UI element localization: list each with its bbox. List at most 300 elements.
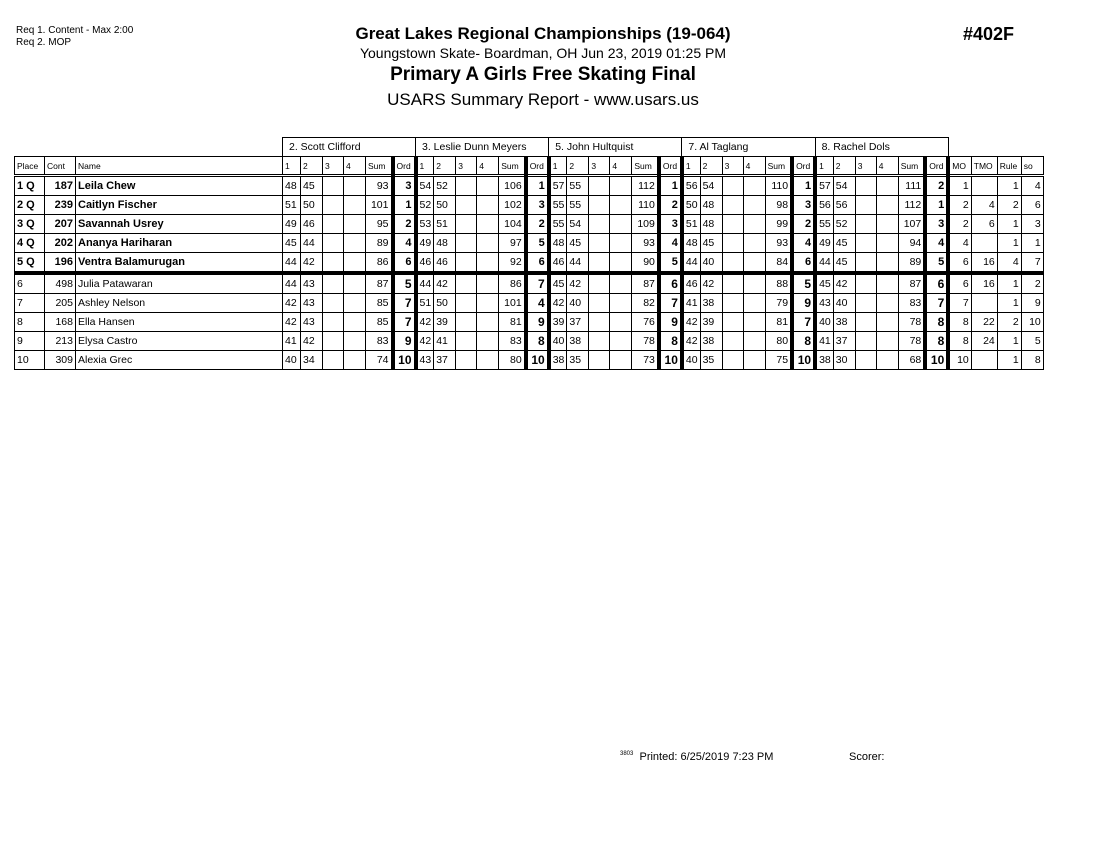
score: 42: [682, 313, 700, 332]
score: [610, 332, 632, 351]
rule: 1: [997, 294, 1021, 313]
col-judge-4: 4: [876, 157, 898, 176]
score: [855, 313, 876, 332]
col-cont: Cont: [45, 157, 76, 176]
score: [876, 313, 898, 332]
score: [477, 313, 499, 332]
col-judge-3: 3: [323, 157, 344, 176]
ordinal: 5: [925, 253, 948, 274]
score: [456, 196, 477, 215]
score: 41: [434, 332, 456, 351]
score: 46: [301, 215, 323, 234]
contestant-number: 309: [45, 351, 76, 370]
score: [589, 273, 610, 294]
score: [743, 332, 765, 351]
score: [589, 176, 610, 196]
score: [876, 215, 898, 234]
printed-info: [620, 751, 773, 763]
so: 2: [1021, 273, 1043, 294]
score: [722, 273, 743, 294]
mo: 7: [948, 294, 971, 313]
col-name: Name: [76, 157, 283, 176]
col-judge-3: 3: [456, 157, 477, 176]
col-judge-ord: Ord: [792, 157, 815, 176]
score-sum: 80: [499, 351, 526, 370]
skater-name: Ella Hansen: [76, 313, 283, 332]
col-place: Place: [15, 157, 45, 176]
score: [610, 294, 632, 313]
rule: 1: [997, 176, 1021, 196]
ordinal: 8: [526, 332, 549, 351]
score-sum: 94: [898, 234, 925, 253]
score: 44: [815, 253, 833, 274]
score: [722, 215, 743, 234]
mo: 6: [948, 273, 971, 294]
score: 42: [549, 294, 567, 313]
score: [743, 196, 765, 215]
score: 37: [434, 351, 456, 370]
score: [477, 176, 499, 196]
score: 52: [434, 176, 456, 196]
ordinal: 10: [526, 351, 549, 370]
score: 55: [567, 176, 589, 196]
judge-name: 7. Al Taglang: [682, 138, 815, 157]
score: [876, 234, 898, 253]
score: [456, 294, 477, 313]
score: 43: [301, 313, 323, 332]
ordinal: 1: [526, 176, 549, 196]
score: 42: [682, 332, 700, 351]
contestant-number: 239: [45, 196, 76, 215]
so: 1: [1021, 234, 1043, 253]
place: 5 Q: [15, 253, 45, 274]
score: 52: [833, 215, 855, 234]
score: [477, 234, 499, 253]
score: [589, 351, 610, 370]
score-sum: 93: [366, 176, 393, 196]
score: [323, 253, 344, 274]
score: [344, 253, 366, 274]
printed-date: Printed: 6/25/2019 7:23 PM: [639, 751, 774, 763]
score: [743, 273, 765, 294]
score-sum: 84: [765, 253, 792, 274]
score-sum: 112: [898, 196, 925, 215]
col-judge-ord: Ord: [659, 157, 682, 176]
table-row: [15, 196, 1044, 215]
rule: 1: [997, 234, 1021, 253]
event-number: #402F: [963, 24, 1015, 44]
skater-name: Ananya Hariharan: [76, 234, 283, 253]
score-sum: 90: [632, 253, 659, 274]
contestant-number: 213: [45, 332, 76, 351]
score: 45: [301, 176, 323, 196]
score: [722, 196, 743, 215]
score: 38: [815, 351, 833, 370]
so: 5: [1021, 332, 1043, 351]
col-judge-3: 3: [589, 157, 610, 176]
place: 1 Q: [15, 176, 45, 196]
score-sum: 83: [499, 332, 526, 351]
ordinal: 3: [526, 196, 549, 215]
score: [743, 176, 765, 196]
ordinal: 3: [792, 196, 815, 215]
col-judge-1: 1: [815, 157, 833, 176]
score: 55: [815, 215, 833, 234]
judge-header-row: [15, 138, 1044, 157]
score-sum: 76: [632, 313, 659, 332]
score: 48: [700, 215, 722, 234]
score-sum: 79: [765, 294, 792, 313]
ordinal: 3: [925, 215, 948, 234]
score: [477, 273, 499, 294]
tmo: 24: [971, 332, 997, 351]
score: [610, 273, 632, 294]
score: 39: [700, 313, 722, 332]
score-sum: 112: [632, 176, 659, 196]
score: [589, 215, 610, 234]
score: [477, 196, 499, 215]
mo: 6: [948, 253, 971, 274]
score: 40: [567, 294, 589, 313]
skater-name: Alexia Grec: [76, 351, 283, 370]
col-judge-2: 2: [833, 157, 855, 176]
place: 4 Q: [15, 234, 45, 253]
so: 8: [1021, 351, 1043, 370]
score: 50: [301, 196, 323, 215]
location-date: Youngstown Skate- Boardman, OH Jun 23, 2019 01:25 PM: [359, 45, 727, 61]
score: 57: [549, 176, 567, 196]
tmo: [971, 176, 997, 196]
table-row: [15, 234, 1044, 253]
score-sum: 88: [765, 273, 792, 294]
score-sum: 99: [765, 215, 792, 234]
score: 46: [416, 253, 434, 274]
rule: 4: [997, 253, 1021, 274]
score: 44: [567, 253, 589, 274]
score: 55: [549, 196, 567, 215]
score: 42: [416, 332, 434, 351]
score: [855, 351, 876, 370]
score: 42: [283, 313, 301, 332]
col-judge-3: 3: [722, 157, 743, 176]
so: 7: [1021, 253, 1043, 274]
mo: 8: [948, 313, 971, 332]
skater-name: Ashley Nelson: [76, 294, 283, 313]
ordinal: 4: [526, 294, 549, 313]
requirement-1: Req 1. Content - Max 2:00: [16, 25, 134, 36]
score: 50: [434, 196, 456, 215]
score: 55: [567, 196, 589, 215]
col-so: so: [1021, 157, 1043, 176]
score-sum: 87: [898, 273, 925, 294]
score: [344, 313, 366, 332]
score: 48: [700, 196, 722, 215]
score: [323, 215, 344, 234]
ordinal: 7: [792, 313, 815, 332]
score-sum: 78: [632, 332, 659, 351]
score: [589, 313, 610, 332]
ordinal: 6: [526, 253, 549, 274]
score: [876, 176, 898, 196]
table-row: [15, 176, 1044, 196]
score-sum: 75: [765, 351, 792, 370]
col-tmo: TMO: [971, 157, 997, 176]
rule: 1: [997, 332, 1021, 351]
ordinal: 8: [792, 332, 815, 351]
score: 45: [549, 273, 567, 294]
score: [456, 234, 477, 253]
score: 43: [301, 273, 323, 294]
score: 45: [567, 234, 589, 253]
score: [743, 294, 765, 313]
ordinal: 4: [393, 234, 416, 253]
col-judge-4: 4: [344, 157, 366, 176]
ordinal: 6: [792, 253, 815, 274]
score: 43: [815, 294, 833, 313]
score: [743, 313, 765, 332]
score: [855, 176, 876, 196]
col-judge-1: 1: [549, 157, 567, 176]
mo: 2: [948, 196, 971, 215]
score-sum: 89: [366, 234, 393, 253]
ordinal: 1: [925, 196, 948, 215]
place: 2 Q: [15, 196, 45, 215]
col-judge-sum: Sum: [499, 157, 526, 176]
skater-name: Elysa Castro: [76, 332, 283, 351]
score: 56: [833, 196, 855, 215]
ordinal: 6: [393, 253, 416, 274]
score-sum: 101: [499, 294, 526, 313]
score-sum: 102: [499, 196, 526, 215]
score: 49: [815, 234, 833, 253]
ordinal: 2: [792, 215, 815, 234]
score: [855, 215, 876, 234]
score: 38: [549, 351, 567, 370]
contestant-number: 498: [45, 273, 76, 294]
col-judge-1: 1: [416, 157, 434, 176]
score: 41: [283, 332, 301, 351]
mo: 1: [948, 176, 971, 196]
col-judge-sum: Sum: [366, 157, 393, 176]
score: [876, 196, 898, 215]
ordinal: 3: [393, 176, 416, 196]
score: 30: [833, 351, 855, 370]
mo: 8: [948, 332, 971, 351]
score: [589, 332, 610, 351]
contestant-number: 207: [45, 215, 76, 234]
score-sum: 78: [898, 332, 925, 351]
score: 40: [549, 332, 567, 351]
col-judge-2: 2: [567, 157, 589, 176]
score: [456, 332, 477, 351]
score: 56: [682, 176, 700, 196]
score: 46: [682, 273, 700, 294]
score: 44: [283, 253, 301, 274]
judge-name: 8. Rachel Dols: [815, 138, 948, 157]
place: 10: [15, 351, 45, 370]
score: [876, 332, 898, 351]
score: [323, 294, 344, 313]
score-sum: 80: [765, 332, 792, 351]
score: 35: [567, 351, 589, 370]
score: 48: [283, 176, 301, 196]
col-rule: Rule: [997, 157, 1021, 176]
score: 42: [700, 273, 722, 294]
score-sum: 106: [499, 176, 526, 196]
score: 42: [434, 273, 456, 294]
judge-name: 3. Leslie Dunn Meyers: [416, 138, 549, 157]
column-header-row: [15, 157, 1044, 176]
score: 45: [700, 234, 722, 253]
score-sum: 85: [366, 294, 393, 313]
score: 44: [283, 273, 301, 294]
score: [855, 294, 876, 313]
score: 51: [416, 294, 434, 313]
ordinal: 2: [526, 215, 549, 234]
ordinal: 10: [659, 351, 682, 370]
place: 9: [15, 332, 45, 351]
contestant-number: 205: [45, 294, 76, 313]
col-judge-4: 4: [743, 157, 765, 176]
score-sum: 89: [898, 253, 925, 274]
ordinal: 10: [792, 351, 815, 370]
score: 43: [301, 294, 323, 313]
score: 45: [815, 273, 833, 294]
ordinal: 5: [393, 273, 416, 294]
score: 42: [416, 313, 434, 332]
score: [610, 196, 632, 215]
score: [722, 313, 743, 332]
score: [344, 196, 366, 215]
score-sum: 82: [632, 294, 659, 313]
score: 48: [434, 234, 456, 253]
score: 50: [434, 294, 456, 313]
col-judge-ord: Ord: [393, 157, 416, 176]
ordinal: 5: [526, 234, 549, 253]
col-judge-2: 2: [301, 157, 323, 176]
col-judge-2: 2: [700, 157, 722, 176]
score: [610, 176, 632, 196]
ordinal: 4: [792, 234, 815, 253]
score-sum: 86: [499, 273, 526, 294]
score-sum: 111: [898, 176, 925, 196]
score: [323, 273, 344, 294]
score: 45: [283, 234, 301, 253]
report-title: USARS Summary Report - www.usars.us: [387, 90, 699, 109]
score-sum: 78: [898, 313, 925, 332]
ordinal: 6: [925, 273, 948, 294]
score-sum: 86: [366, 253, 393, 274]
score: 54: [416, 176, 434, 196]
ordinal: 8: [925, 313, 948, 332]
score: [344, 176, 366, 196]
score: 38: [833, 313, 855, 332]
score: [344, 332, 366, 351]
skater-name: Leila Chew: [76, 176, 283, 196]
col-mo: MO: [948, 157, 971, 176]
score: [323, 234, 344, 253]
ordinal: 9: [792, 294, 815, 313]
mo: 4: [948, 234, 971, 253]
place: 8: [15, 313, 45, 332]
table-row: [15, 253, 1044, 274]
table-row: [15, 313, 1044, 332]
ordinal: 9: [393, 332, 416, 351]
col-judge-sum: Sum: [632, 157, 659, 176]
score: [323, 196, 344, 215]
ordinal: 2: [393, 215, 416, 234]
score: 53: [416, 215, 434, 234]
rule: 2: [997, 196, 1021, 215]
place: 3 Q: [15, 215, 45, 234]
score: 51: [682, 215, 700, 234]
score: [456, 313, 477, 332]
table-row: [15, 332, 1044, 351]
skater-name: Savannah Usrey: [76, 215, 283, 234]
ordinal: 6: [659, 273, 682, 294]
score-sum: 93: [765, 234, 792, 253]
so: 3: [1021, 215, 1043, 234]
score: [477, 351, 499, 370]
col-judge-ord: Ord: [925, 157, 948, 176]
table-row: [15, 215, 1044, 234]
ordinal: 1: [659, 176, 682, 196]
ordinal: 5: [659, 253, 682, 274]
score: 42: [567, 273, 589, 294]
score: [743, 253, 765, 274]
score: [722, 234, 743, 253]
score: [344, 215, 366, 234]
score: 35: [700, 351, 722, 370]
score: 46: [549, 253, 567, 274]
score: 40: [283, 351, 301, 370]
ordinal: 5: [792, 273, 815, 294]
col-judge-4: 4: [477, 157, 499, 176]
ordinal: 2: [659, 196, 682, 215]
so: 10: [1021, 313, 1043, 332]
requirement-2: Req 2. MOP: [16, 37, 72, 48]
score-sum: 107: [898, 215, 925, 234]
score-sum: 87: [632, 273, 659, 294]
ordinal: 7: [925, 294, 948, 313]
tmo: 6: [971, 215, 997, 234]
ordinal: 7: [393, 294, 416, 313]
score: [855, 234, 876, 253]
score: [876, 273, 898, 294]
score: 41: [815, 332, 833, 351]
score: 54: [700, 176, 722, 196]
score-sum: 87: [366, 273, 393, 294]
score: 44: [682, 253, 700, 274]
score-sum: 101: [366, 196, 393, 215]
score: 42: [301, 253, 323, 274]
score: [722, 253, 743, 274]
score: 37: [833, 332, 855, 351]
table-row: [15, 273, 1044, 294]
ordinal: 9: [659, 313, 682, 332]
score-sum: 73: [632, 351, 659, 370]
score-sum: 85: [366, 313, 393, 332]
score: 42: [833, 273, 855, 294]
score: [456, 351, 477, 370]
ordinal: 10: [393, 351, 416, 370]
score: [722, 294, 743, 313]
ordinal: 4: [925, 234, 948, 253]
ordinal: 4: [659, 234, 682, 253]
skater-name: Caitlyn Fischer: [76, 196, 283, 215]
score: 51: [283, 196, 301, 215]
score: [323, 313, 344, 332]
